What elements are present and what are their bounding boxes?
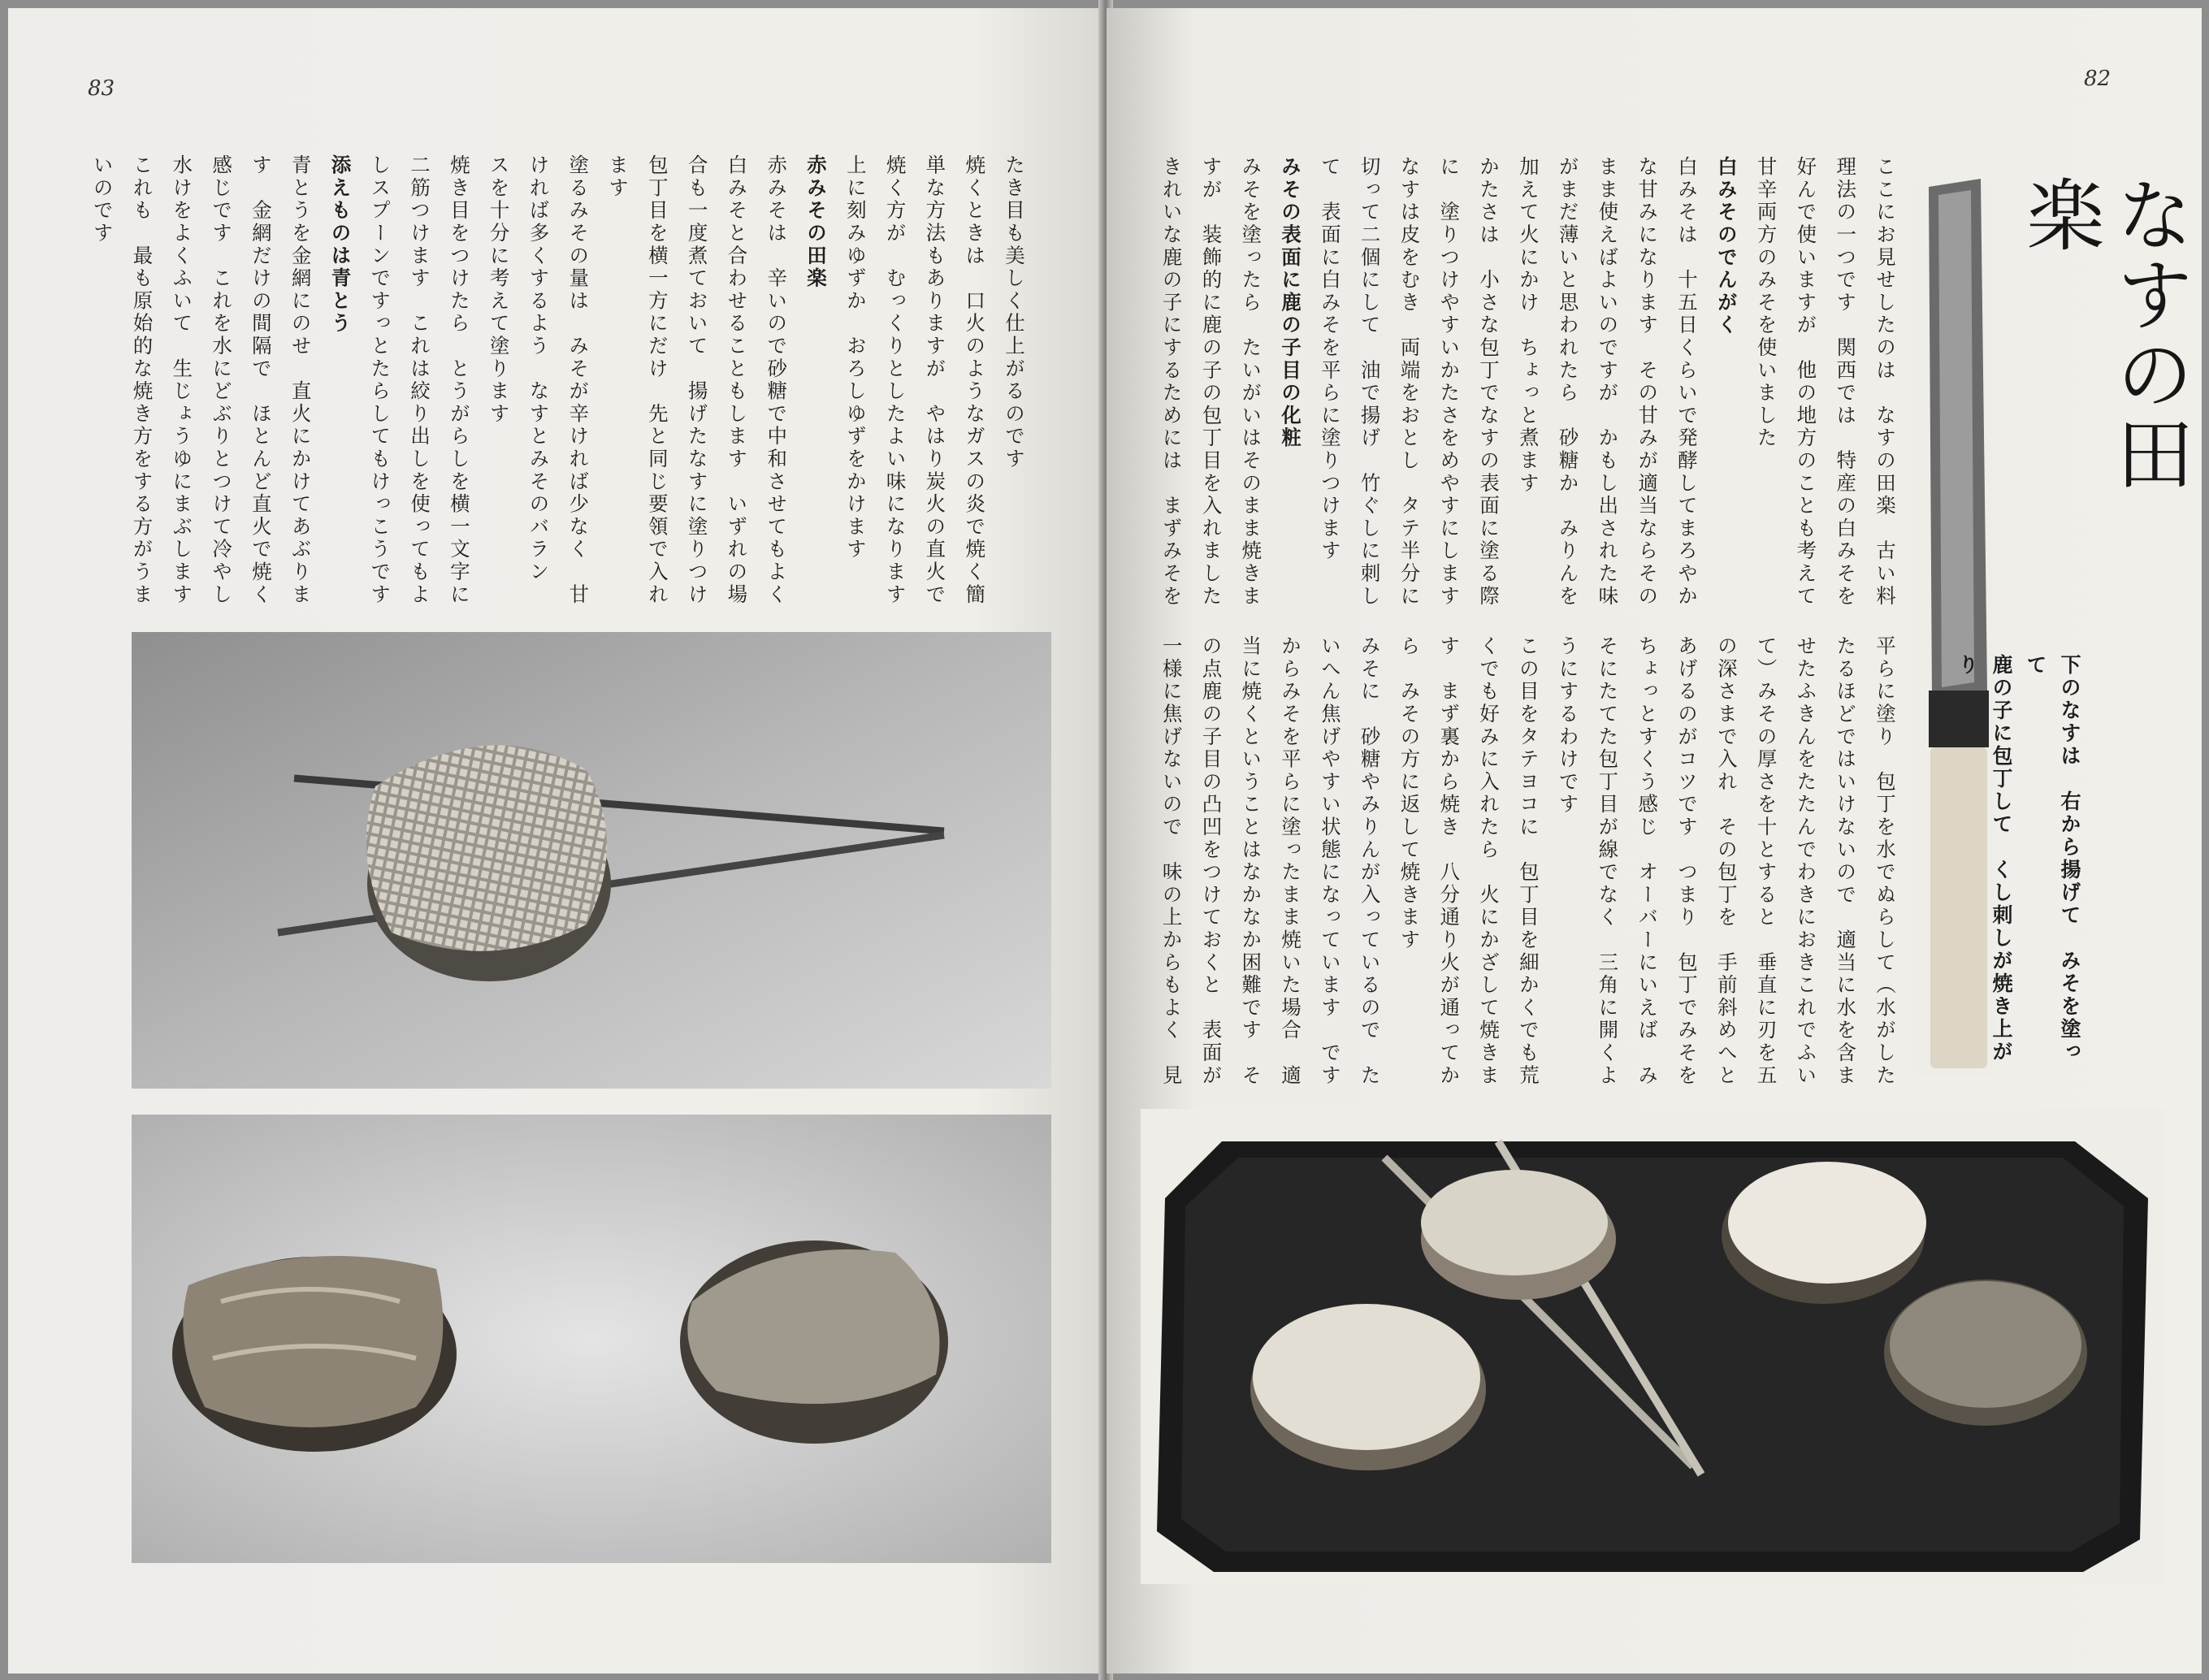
text-line: 切って二個にして 油で揚げ 竹ぐしに刺し	[1358, 156, 1382, 608]
text-line: て）みその厚さを十とすると 垂直に刃を五	[1754, 635, 1778, 1087]
text-line: たき目も美しく仕上がるのです	[1003, 154, 1026, 471]
text-line: ら みその方に返して焼きます	[1397, 635, 1422, 952]
text-line: 二筋つけます これは絞り出しを使ってもよ	[408, 154, 432, 606]
text-line: 焼き目をつけたら とうがらしを横一文字に	[447, 154, 471, 606]
text-line: に 塗りつけやすいかたさをめやすにします	[1437, 156, 1462, 608]
right-page	[1107, 8, 2202, 1674]
text-line: ければ多くするよう なすとみそのバラン	[526, 154, 551, 584]
eggplant-slices-image	[132, 1115, 1051, 1563]
caption-line: 下のなすは 右から揚げて みそを塗って	[2024, 654, 2081, 1063]
text-line: 好んで使いますが 他の地方のことも考えて	[1794, 156, 1818, 608]
text-line: 理法の一つです 関西では 特産の白みそを	[1834, 156, 1858, 608]
text-line: まま使えばよいのですが かもし出された味	[1596, 156, 1620, 608]
photo-dengaku-tray	[1141, 1109, 2164, 1584]
text-line: 感じです これを水にどぶりとつけて冷やし	[210, 154, 234, 606]
text-line: ちょっとすくう感じ オーバーにいえば み	[1635, 635, 1660, 1087]
text-line: な甘みになります その甘みが適当ならその	[1635, 156, 1660, 608]
text-line: 赤みそは 辛いので砂糖で中和させてもよく	[764, 154, 789, 606]
left-page	[8, 8, 1105, 1674]
text-line: の点鹿の子目の凸凹をつけておくと 表面が	[1199, 635, 1224, 1087]
text-line: ます	[606, 154, 630, 200]
text-line: あげるのがコツです つまり 包丁でみそを	[1675, 635, 1700, 1087]
text-line: しスプーンですっとたらしてもけっこうです	[368, 154, 392, 606]
text-line: いへん焦げやすい状態になっています です	[1318, 635, 1342, 1087]
section-heading: みその表面に鹿の子目の化粧	[1279, 156, 1303, 450]
text-line: みそを塗ったら たいがいはそのまま焼きま	[1239, 156, 1263, 608]
text-line: 焼くときは 口火のようなガスの炎で焼く簡	[963, 154, 987, 606]
section-heading: 白みそのでんがく	[1714, 156, 1739, 337]
skewered-eggplant-image	[132, 632, 1051, 1089]
text-line: せたふきんをたたんでわきにおきこれでふい	[1794, 635, 1818, 1087]
text-line: からみそを平らに塗ったまま焼いた場合 適	[1279, 635, 1303, 1087]
text-line: きれいな鹿の子にするためには まずみそを	[1159, 156, 1184, 608]
text-line: うにするわけです	[1556, 635, 1580, 816]
text-line: 包丁目を横一方にだけ 先と同じ要領で入れ	[645, 154, 669, 606]
text-line: す まず裏から焼き 八分通り火が通ってか	[1437, 635, 1462, 1087]
photo-caption	[1956, 654, 2086, 1076]
text-line: この目をタテヨコに 包丁目を細かくでも荒	[1516, 635, 1540, 1087]
page-title: なすの田楽	[2014, 175, 2194, 493]
text-line: ここにお見せしたのは なすの田楽 古い料	[1873, 156, 1897, 608]
text-line: すが 装飾的に鹿の子の包丁目を入れました	[1199, 156, 1224, 608]
photo-two-eggplant-slices	[132, 1115, 1051, 1563]
text-line: 甘辛両方のみそを使いました	[1754, 156, 1778, 450]
text-line: 塗るみその量は みそが辛ければ少なく 甘	[566, 154, 591, 606]
left-body-text	[90, 154, 1033, 609]
text-line: たるほどではいけないので 適当に水を含ま	[1834, 635, 1858, 1087]
text-line: これも 最も原始的な焼き方をする方がうま	[130, 154, 154, 606]
right-lower-text	[1133, 635, 1904, 1090]
text-line: 単な方法もありますが やはり炭火の直火で	[923, 154, 947, 606]
text-line: スを十分に考えて塗ります	[487, 154, 511, 426]
right-upper-text	[1133, 156, 1904, 611]
section-heading: 添えものは青とう	[328, 154, 353, 336]
text-line: 焼く方が むっくりとしたよい味になります	[883, 154, 907, 606]
text-line: 上に刻みゆずか おろしゆずをかけます	[843, 154, 868, 561]
text-line: す 金網だけの間隔で ほとんど直火で焼く	[249, 154, 273, 606]
photo-skewered-eggplant	[132, 632, 1051, 1089]
section-heading: 赤みその田楽	[804, 154, 829, 290]
text-line: 平らに塗り 包丁を水でぬらして（水がした	[1873, 635, 1897, 1087]
text-line: 合も一度煮ておいて 揚げたなすに塗りつけ	[685, 154, 709, 606]
text-line: がまだ薄いと思われたら 砂糖か みりんを	[1556, 156, 1580, 608]
dengaku-tray-image	[1141, 1109, 2164, 1584]
text-line: 白みそは 十五日くらいで発酵してまろやか	[1675, 156, 1700, 608]
text-line: 水けをよくふいて 生じょうゆにまぶします	[170, 154, 194, 606]
text-line: 加えて火にかけ ちょっと煮ます	[1516, 156, 1540, 495]
text-line: 当に焼くということはなかなか困難です そ	[1239, 635, 1263, 1087]
page-number-right: 82	[2084, 67, 2112, 91]
text-line: の深さまで入れ その包丁を 手前斜めへと	[1714, 635, 1739, 1087]
text-line: かたさは 小さな包丁でなすの表面に塗る際	[1477, 156, 1501, 608]
text-line: 一様に焦げないので 味の上からもよく 見	[1159, 635, 1184, 1087]
caption-line: 鹿の子に包丁して くし刺しが焼き上がり	[1956, 654, 2013, 1063]
text-line: なすは皮をむき 両端をおとし タテ半分に	[1397, 156, 1422, 608]
text-line: いのです	[90, 154, 115, 245]
text-line: そにたてた包丁目が線でなく 三角に開くよ	[1596, 635, 1620, 1087]
page-number-left: 83	[88, 76, 115, 101]
text-line: 白みそと合わせることもします いずれの場	[725, 154, 749, 606]
text-line: くでも好みに入れたら 火にかざして焼きま	[1477, 635, 1501, 1087]
text-line: 青とうを金網にのせ 直火にかけてあぶりま	[288, 154, 313, 606]
text-line: て 表面に白みそを平らに塗りつけます	[1318, 156, 1342, 563]
text-line: みそに 砂糖やみりんが入っているので た	[1358, 635, 1382, 1087]
